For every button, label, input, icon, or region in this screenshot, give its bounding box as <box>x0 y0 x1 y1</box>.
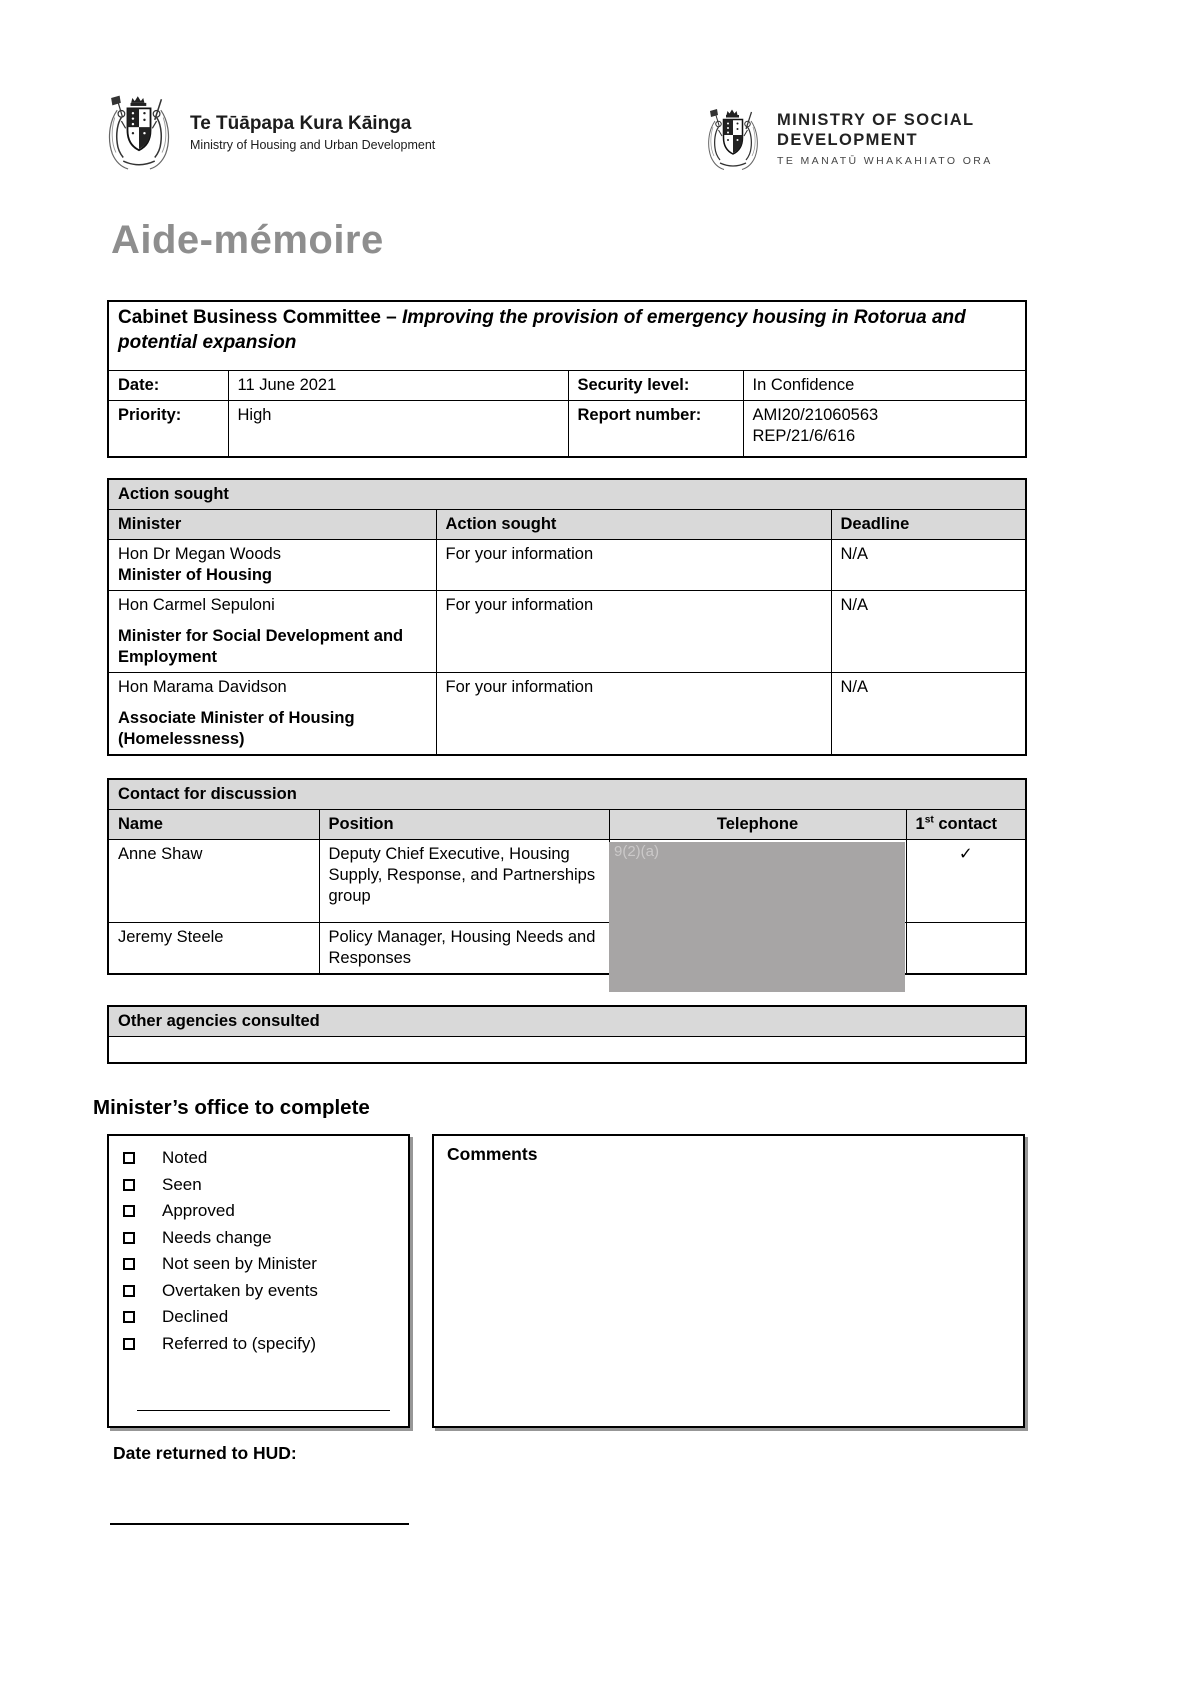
checkbox-label: Referred to (specify) <box>162 1333 316 1353</box>
deadline-cell: N/A <box>831 539 1026 590</box>
checkbox-item-not-seen[interactable] <box>109 1251 408 1278</box>
checkbox-icon[interactable] <box>123 1152 135 1164</box>
column-header-first-contact: 1st contact <box>906 809 1026 839</box>
minister-role: Minister for Social Development and Employment <box>118 626 404 666</box>
first-contact-cell <box>906 922 1026 973</box>
checkbox-icon[interactable] <box>123 1285 135 1297</box>
checkbox-label: Seen <box>162 1174 202 1194</box>
other-agencies-table <box>107 1005 1027 1064</box>
referred-to-blank-line <box>137 1410 390 1411</box>
deadline-cell: N/A <box>831 672 1026 755</box>
msd-name-line2: DEVELOPMENT <box>777 130 918 149</box>
checkbox-label: Needs change <box>162 1227 272 1247</box>
hud-logo <box>98 92 435 172</box>
msd-name-maori: TE MANATŪ WHAKAHIATO ORA <box>777 155 993 168</box>
checkbox-icon[interactable] <box>123 1338 135 1350</box>
contact-name: Anne Shaw <box>108 839 319 922</box>
minister-cell <box>108 590 436 672</box>
action-cell: For your information <box>436 672 831 755</box>
hud-name-english: Ministry of Housing and Urban Development <box>190 137 436 152</box>
comments-box[interactable] <box>432 1134 1025 1428</box>
contact-title: Contact for discussion <box>108 779 1026 809</box>
column-header-position: Position <box>319 809 609 839</box>
deadline-cell: N/A <box>831 590 1026 672</box>
checkbox-item-noted[interactable] <box>109 1145 408 1172</box>
report-number-value: AMI20/21060563 REP/21/6/616 <box>743 401 1026 457</box>
checkbox-icon[interactable] <box>123 1311 135 1323</box>
msd-logo <box>702 106 993 172</box>
minister-name: Hon Marama Davidson <box>118 677 287 696</box>
security-level-value: In Confidence <box>743 371 1026 401</box>
contact-position: Policy Manager, Housing Needs and Responses <box>319 922 609 973</box>
checkbox-label: Approved <box>162 1201 235 1221</box>
minister-name: Hon Dr Megan Woods <box>118 544 281 563</box>
checkbox-item-declined[interactable] <box>109 1304 408 1331</box>
hud-logo-text <box>190 113 435 152</box>
report-title-prefix: Cabinet Business Committee – <box>118 307 403 328</box>
action-row <box>108 672 1026 755</box>
first-contact-checkmark: ✓ <box>906 839 1026 922</box>
contact-name: Jeremy Steele <box>108 922 319 973</box>
report-title-subject: Improving the provision of emergency housing in Rotorua and potential expansion <box>118 307 966 353</box>
checkbox-icon[interactable] <box>123 1258 135 1270</box>
checkbox-label: Overtaken by events <box>162 1280 318 1300</box>
checkbox-item-approved[interactable] <box>109 1198 408 1225</box>
hud-name-maori: Te Tūāpapa Kura Kāinga <box>190 112 412 134</box>
page-title: Aide-mémoire <box>111 218 384 262</box>
redaction-block: 9(2)(a) <box>609 842 905 992</box>
action-row <box>108 539 1026 590</box>
report-number-label: Report number: <box>568 401 743 457</box>
date-returned-blank-line <box>110 1523 409 1525</box>
checkbox-label: Not seen by Minister <box>162 1254 317 1274</box>
priority-value: High <box>228 401 568 457</box>
action-sought-table <box>107 478 1027 756</box>
checkbox-item-overtaken[interactable] <box>109 1278 408 1305</box>
checkbox-icon[interactable] <box>123 1205 135 1217</box>
nz-coat-of-arms-icon <box>98 92 180 172</box>
nz-coat-of-arms-icon <box>702 106 764 172</box>
other-agencies-title: Other agencies consulted <box>108 1006 1026 1036</box>
action-cell: For your information <box>436 539 831 590</box>
checkbox-item-referred-to[interactable] <box>109 1331 408 1358</box>
checkbox-icon[interactable] <box>123 1232 135 1244</box>
column-header-telephone: Telephone <box>609 809 906 839</box>
column-header-name: Name <box>108 809 319 839</box>
ministers-office-checkbox-box <box>107 1134 410 1428</box>
date-returned-label: Date returned to HUD: <box>113 1443 297 1463</box>
report-title <box>118 306 1016 355</box>
column-header-minister: Minister <box>108 509 436 539</box>
other-agencies-content <box>108 1036 1026 1063</box>
minister-name: Hon Carmel Sepuloni <box>118 595 275 614</box>
checkbox-item-needs-change[interactable] <box>109 1225 408 1252</box>
minister-cell <box>108 539 436 590</box>
date-value: 11 June 2021 <box>228 371 568 401</box>
metadata-table <box>107 300 1027 458</box>
action-cell: For your information <box>436 590 831 672</box>
contact-for-discussion-table <box>107 778 1027 975</box>
priority-label: Priority: <box>108 401 228 457</box>
comments-label: Comments <box>447 1144 538 1164</box>
checkbox-item-seen[interactable] <box>109 1172 408 1199</box>
msd-name-line1: MINISTRY OF SOCIAL <box>777 110 975 129</box>
minister-cell <box>108 672 436 755</box>
column-header-deadline: Deadline <box>831 509 1026 539</box>
msd-logo-text <box>777 111 993 168</box>
action-row <box>108 590 1026 672</box>
minister-role: Associate Minister of Housing (Homelessness) <box>118 708 355 748</box>
security-level-label: Security level: <box>568 371 743 401</box>
minister-role: Minister of Housing <box>118 565 272 584</box>
action-sought-title: Action sought <box>108 479 1026 509</box>
column-header-action: Action sought <box>436 509 831 539</box>
checkbox-label: Declined <box>162 1307 229 1327</box>
checkbox-label: Noted <box>162 1148 208 1168</box>
contact-position: Deputy Chief Executive, Housing Supply, Response, and Partnerships group <box>319 839 609 922</box>
date-label: Date: <box>108 371 228 401</box>
checkbox-icon[interactable] <box>123 1179 135 1191</box>
ministers-office-heading: Minister’s office to complete <box>93 1096 370 1119</box>
